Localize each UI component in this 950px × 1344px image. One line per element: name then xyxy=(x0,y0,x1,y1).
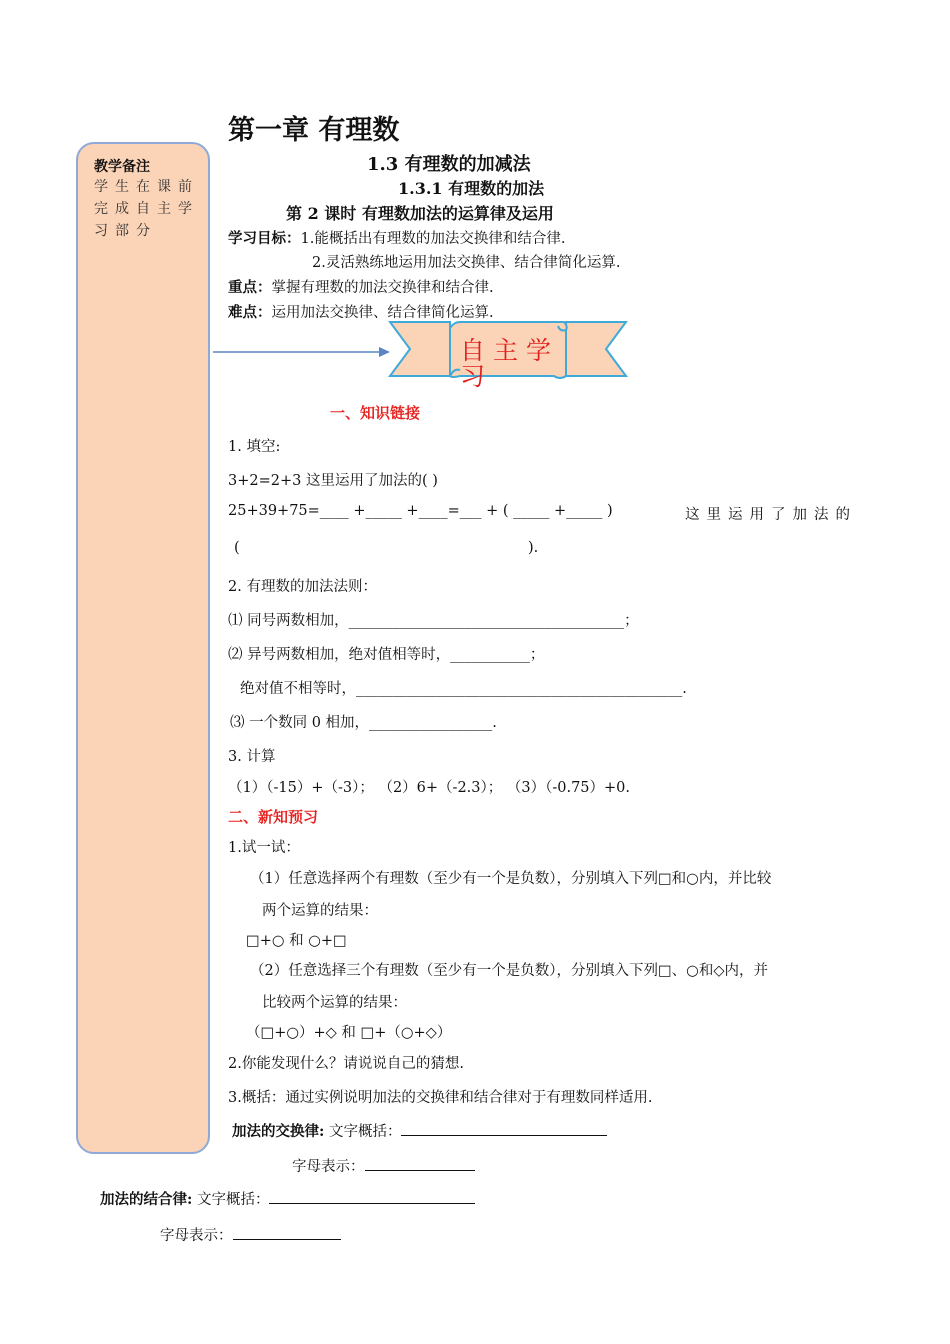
rule-2: ⑵ 异号两数相加，绝对值相等时，___________； xyxy=(228,647,545,663)
teaching-notes-panel xyxy=(76,142,210,1154)
teaching-notes-text: 学生在课前完成自主学习部分 xyxy=(94,179,199,239)
commutative-text-blank[interactable] xyxy=(401,1121,607,1136)
task-2: 2.你能发现什么？请说说自己的猜想. xyxy=(228,1056,464,1072)
associative-letter-row xyxy=(160,1224,341,1245)
key-point-label: 重点： xyxy=(228,279,272,296)
question-2: 2. 有理数的加法法则： xyxy=(228,579,377,595)
key-point-text: 掌握有理数的加法交换律和结合律. xyxy=(271,280,494,296)
arrow-right-icon xyxy=(213,344,393,360)
associative-row xyxy=(100,1188,475,1209)
try-1b: （2）任意选择三个有理数（至少有一个是负数），分别填入下列□、○和◇内，并 xyxy=(250,963,768,979)
section-title: 1.3 有理数的加减法 xyxy=(367,154,531,175)
question-1b: 25+39+75=____ +_____ +____=___ + ( _____ +_____ ) xyxy=(228,503,613,519)
goal-2: 2.灵活熟练地运用加法交换律、结合律简化运算. xyxy=(312,255,621,271)
task-3: 3.概括：通过实例说明加法的交换律和结合律对于有理数同样适用. xyxy=(228,1090,653,1106)
associative-letter-blank[interactable] xyxy=(233,1225,341,1240)
difficulty-text: 运用加法交换律、结合律简化运算. xyxy=(271,305,494,321)
goal-1: 1.能概括出有理数的加法交换律和结合律. xyxy=(300,231,566,247)
commutative-letter-row xyxy=(292,1155,475,1176)
key-point-row xyxy=(228,276,494,297)
rule-1: ⑴ 同号两数相加，______________________________________； xyxy=(228,613,639,629)
paren-close: ). xyxy=(528,540,539,556)
preview-heading: 二、新知预习 xyxy=(228,808,319,826)
teaching-notes-title: 教学备注 xyxy=(94,159,150,175)
question-1a: 3+2=2+3 这里运用了加法的( ) xyxy=(228,473,438,489)
question-1: 1. 填空: xyxy=(228,439,281,455)
question-3: 3. 计算 xyxy=(228,749,276,765)
goals-label: 学习目标： xyxy=(228,230,301,247)
commutative-text-label: 文字概括： xyxy=(328,1124,402,1140)
question-3-items: （1）（-15）+（-3）； （2）6+（-2.3）； （3）（-0.75）+0. xyxy=(228,780,631,796)
associative-letter-label: 字母表示： xyxy=(160,1228,233,1244)
try-1b-3: （□+○）+◇ 和 □+（○+◇） xyxy=(246,1025,452,1041)
difficulty-label: 难点： xyxy=(228,304,272,321)
commutative-letter-blank[interactable] xyxy=(365,1156,475,1171)
commutative-label: 加法的交换律: xyxy=(232,1123,325,1140)
associative-label: 加法的结合律: xyxy=(100,1191,193,1208)
associative-text-label: 文字概括： xyxy=(196,1192,270,1208)
try-1a: （1）任意选择两个有理数（至少有一个是负数），分别填入下列□和○内，并比较 xyxy=(250,871,772,887)
self-study-banner-text: 自主学习 xyxy=(460,336,560,391)
try-1a-2: 两个运算的结果： xyxy=(262,903,378,919)
try-1a-3: □+○ 和 ○+□ xyxy=(246,933,347,949)
paren-open: ( xyxy=(234,540,240,556)
lesson-title: 第 2 课时 有理数加法的运算律及运用 xyxy=(286,204,554,223)
difficulty-row xyxy=(228,301,494,322)
subsection-title: 1.3.1 有理数的加法 xyxy=(398,179,545,198)
try-1b-2: 比较两个运算的结果： xyxy=(262,995,407,1011)
commutative-letter-label: 字母表示： xyxy=(292,1159,365,1175)
rule-2b: 绝对值不相等时，_____________________________________________. xyxy=(240,681,687,697)
goals-row xyxy=(228,227,565,248)
commutative-row xyxy=(232,1120,607,1141)
chapter-title: 第一章 有理数 xyxy=(228,115,400,146)
try-1: 1.试一试： xyxy=(228,840,300,856)
question-1b-right: 这里运用了加法的 xyxy=(685,507,857,523)
associative-text-blank[interactable] xyxy=(269,1189,475,1204)
knowledge-link-heading: 一、知识链接 xyxy=(330,404,421,422)
rule-3: ⑶ 一个数同 0 相加，_________________. xyxy=(230,715,497,731)
